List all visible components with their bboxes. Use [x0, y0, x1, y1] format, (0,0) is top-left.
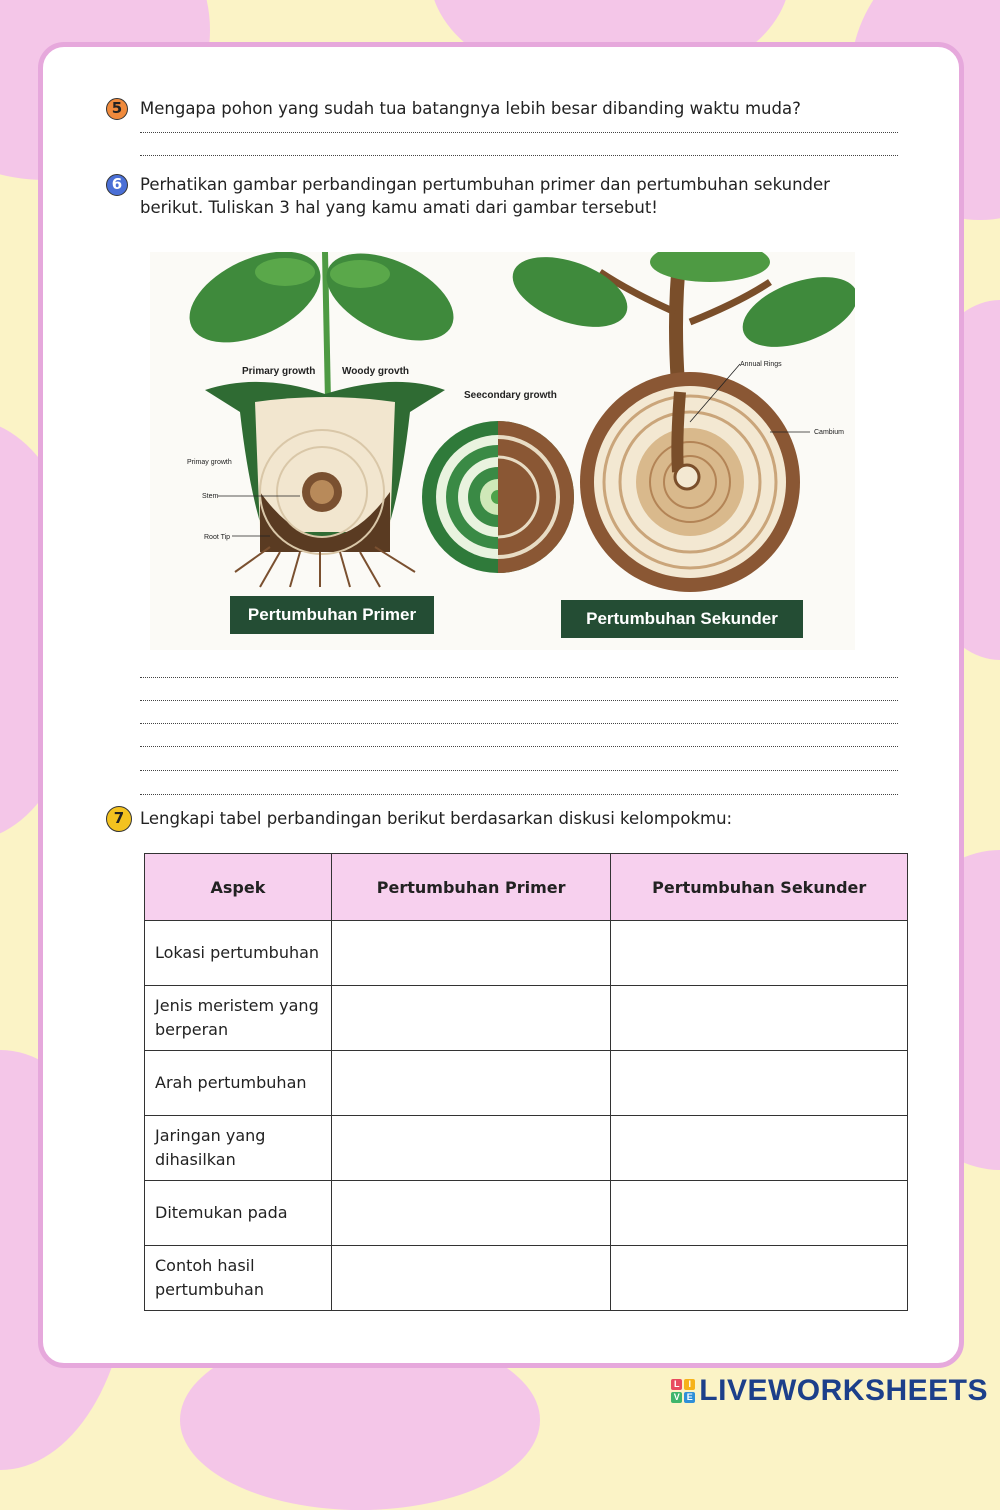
- label-secondary-growth: Pertumbuhan Sekunder: [561, 600, 803, 638]
- question-6-number: 6: [106, 174, 128, 196]
- aspect-cell: Jaringan yang dihasilkan: [145, 1116, 332, 1181]
- annotation-annual-rings: Annual Rings: [740, 361, 782, 368]
- growth-comparison-figure: [150, 252, 855, 650]
- brand-logo-icon: L I V E: [671, 1379, 695, 1403]
- annotation-stem: Stem: [202, 493, 219, 500]
- table-row: [145, 986, 908, 1051]
- annotation-primary-growth-side: Primay growth: [187, 459, 232, 466]
- primary-answer-cell[interactable]: [331, 1246, 611, 1311]
- header-primary: Pertumbuhan Primer: [331, 854, 611, 921]
- secondary-answer-cell[interactable]: [611, 1116, 908, 1181]
- question-7-number: 7: [106, 806, 132, 832]
- answer-line[interactable]: [140, 677, 898, 678]
- answer-line[interactable]: [140, 794, 898, 795]
- aspect-cell: Contoh hasil pertumbuhan: [145, 1246, 332, 1311]
- answer-line[interactable]: [140, 723, 898, 724]
- primary-answer-cell[interactable]: [331, 921, 611, 986]
- table-row: [145, 1246, 908, 1311]
- question-7-text: Lengkapi tabel perbandingan berikut berdasarkan diskusi kelompokmu:: [140, 809, 733, 828]
- aspect-cell: Ditemukan pada: [145, 1181, 332, 1246]
- answer-line[interactable]: [140, 700, 898, 701]
- annotation-primary-growth: Primary growth: [242, 366, 316, 377]
- secondary-answer-cell[interactable]: [611, 1051, 908, 1116]
- primary-answer-cell[interactable]: [331, 986, 611, 1051]
- table-row: [145, 1116, 908, 1181]
- secondary-answer-cell[interactable]: [611, 1181, 908, 1246]
- primary-answer-cell[interactable]: [331, 1181, 611, 1246]
- answer-line[interactable]: [140, 746, 898, 747]
- answer-line[interactable]: [140, 155, 898, 156]
- aspect-cell: Jenis meristem yang berperan: [145, 986, 332, 1051]
- primary-answer-cell[interactable]: [331, 1116, 611, 1181]
- comparison-table: [144, 853, 908, 1311]
- question-6-text-line2: berikut. Tuliskan 3 hal yang kamu amati dari gambar tersebut!: [140, 198, 658, 217]
- answer-line[interactable]: [140, 770, 898, 771]
- table-header-row: [145, 854, 908, 921]
- aspect-cell: Arah pertumbuhan: [145, 1051, 332, 1116]
- table-row: [145, 1051, 908, 1116]
- question-5-number: 5: [106, 98, 128, 120]
- growth-illustration: [150, 252, 855, 650]
- annotation-cambium: Cambium: [814, 429, 844, 436]
- secondary-answer-cell[interactable]: [611, 1246, 908, 1311]
- brand-name: LIVEWORKSHEETS: [699, 1374, 988, 1407]
- annotation-root-tip: Root Tip: [204, 534, 231, 541]
- table-row: [145, 921, 908, 986]
- secondary-answer-cell[interactable]: [611, 986, 908, 1051]
- answer-line[interactable]: [140, 132, 898, 133]
- primary-answer-cell[interactable]: [331, 1051, 611, 1116]
- liveworksheets-brand[interactable]: [671, 1374, 988, 1408]
- table-row: [145, 1181, 908, 1246]
- question-5-text: Mengapa pohon yang sudah tua batangnya lebih besar dibanding waktu muda?: [140, 99, 801, 118]
- annotation-woody-growth: Woody grovth: [342, 366, 410, 377]
- header-aspect: Aspek: [145, 854, 332, 921]
- label-primary-growth: Pertumbuhan Primer: [230, 596, 434, 634]
- annotation-secondary-growth: Seecondary growth: [464, 390, 557, 401]
- secondary-answer-cell[interactable]: [611, 921, 908, 986]
- header-secondary: Pertumbuhan Sekunder: [611, 854, 908, 921]
- question-6-text-line1: Perhatikan gambar perbandingan pertumbuhan primer dan pertumbuhan sekunder: [140, 175, 830, 194]
- aspect-cell: Lokasi pertumbuhan: [145, 921, 332, 986]
